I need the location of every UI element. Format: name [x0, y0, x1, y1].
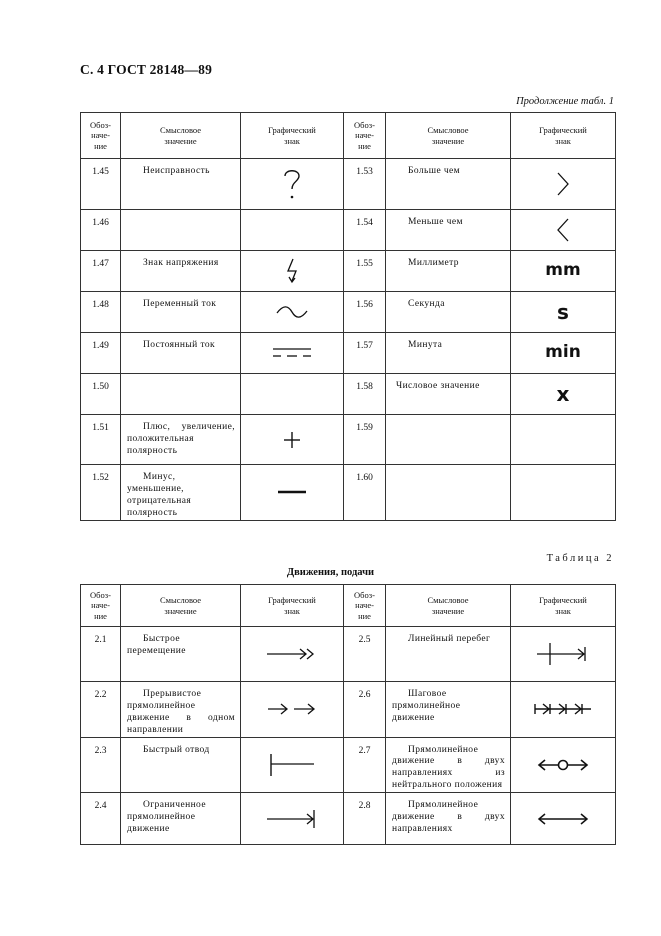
step-motion-icon	[533, 701, 593, 717]
table-row	[81, 159, 616, 210]
s-text: s	[557, 299, 569, 324]
direct-current-icon	[271, 345, 313, 361]
row-meaning: Прерывистое прямолинейное движение в одном направлении	[121, 682, 241, 738]
row-meaning	[121, 374, 241, 415]
table1-header-row	[81, 113, 616, 159]
table-row	[81, 333, 616, 374]
symbol-cell	[511, 374, 616, 415]
row-number: 1.58	[344, 374, 386, 415]
bidirectional-arrow-icon	[537, 811, 589, 827]
row-meaning: Числовое значение	[386, 374, 511, 415]
row-number: 1.56	[344, 292, 386, 333]
row-number: 2.5	[344, 627, 386, 682]
row-number: 2.7	[344, 737, 386, 793]
row-meaning: Миллиметр	[386, 251, 511, 292]
col-header-meaning: Смысловое значение	[386, 585, 511, 627]
table-row	[81, 627, 616, 682]
row-meaning: Неисправность	[121, 159, 241, 210]
min-text: min	[545, 342, 581, 363]
row-number: 1.47	[81, 251, 121, 292]
minus-icon	[277, 487, 307, 497]
col-header-designation: Обоз- наче- ние	[344, 585, 386, 627]
symbol-cell	[511, 159, 616, 210]
voltage-lightning-icon	[284, 257, 300, 285]
row-number: 1.53	[344, 159, 386, 210]
symbol-cell	[511, 251, 616, 292]
row-meaning	[386, 415, 511, 465]
table-row	[81, 374, 616, 415]
intermittent-motion-arrows-icon	[267, 702, 317, 716]
x-text: x	[556, 381, 570, 406]
row-number: 1.54	[344, 210, 386, 251]
table1-continuation-note: Продолжение табл. 1	[516, 96, 614, 107]
row-number: 1.59	[344, 415, 386, 465]
row-meaning: Плюс, увеличение, положительная полярность	[121, 415, 241, 465]
symbol-cell	[511, 333, 616, 374]
symbol-cell	[511, 737, 616, 793]
symbol-cell	[241, 159, 344, 210]
table-row	[81, 415, 616, 465]
table-row	[81, 465, 616, 521]
alternating-current-icon	[275, 304, 309, 320]
row-number: 1.57	[344, 333, 386, 374]
symbol-cell	[511, 627, 616, 682]
col-header-meaning: Смысловое значение	[121, 585, 241, 627]
row-number: 2.6	[344, 682, 386, 738]
row-meaning: Знак напряжения	[121, 251, 241, 292]
page-header: С. 4 ГОСТ 28148—89	[80, 62, 213, 77]
table-row	[81, 682, 616, 738]
table2-title: Движения, подачи	[286, 567, 375, 578]
bidirectional-from-neutral-icon	[537, 757, 589, 773]
col-header-designation: Обоз- наче- ние	[81, 585, 121, 627]
table2-header-row	[81, 585, 616, 627]
row-number: 2.3	[81, 737, 121, 793]
row-number: 2.2	[81, 682, 121, 738]
col-header-symbol: Графический знак	[241, 585, 344, 627]
greater-than-icon	[553, 170, 573, 198]
row-number: 1.48	[81, 292, 121, 333]
row-number: 2.1	[81, 627, 121, 682]
col-header-symbol: Графический знак	[511, 113, 616, 159]
table-row	[81, 793, 616, 845]
row-number: 1.49	[81, 333, 121, 374]
symbol-cell	[241, 793, 344, 845]
symbol-cell	[241, 251, 344, 292]
symbol-cell	[241, 210, 344, 251]
plus-icon	[282, 430, 302, 450]
table-1	[80, 112, 616, 521]
row-meaning	[386, 465, 511, 521]
rapid-traverse-arrow-icon	[266, 647, 318, 661]
symbol-cell	[511, 292, 616, 333]
symbol-cell	[241, 292, 344, 333]
symbol-cell	[511, 415, 616, 465]
row-number: 2.4	[81, 793, 121, 845]
row-meaning: Минус, уменьшение, отрицательная полярность	[121, 465, 241, 521]
row-number: 2.8	[344, 793, 386, 845]
symbol-cell	[241, 374, 344, 415]
rapid-retract-icon	[268, 752, 316, 778]
less-than-icon	[553, 216, 573, 244]
row-meaning: Секунда	[386, 292, 511, 333]
row-meaning: Больше чем	[386, 159, 511, 210]
linear-overtravel-icon	[536, 641, 590, 667]
table-row	[81, 737, 616, 793]
row-meaning: Меньше чем	[386, 210, 511, 251]
row-number: 1.45	[81, 159, 121, 210]
row-meaning: Минута	[386, 333, 511, 374]
table-row	[81, 251, 616, 292]
symbol-cell	[241, 465, 344, 521]
row-meaning: Быстрое перемещение	[121, 627, 241, 682]
row-number: 1.50	[81, 374, 121, 415]
mm-text: mm	[545, 260, 581, 281]
symbol-cell	[511, 682, 616, 738]
symbol-cell	[241, 682, 344, 738]
row-meaning: Прямолинейное движение в двух направлениях	[386, 793, 511, 845]
row-meaning: Шаговое прямолинейное движение	[386, 682, 511, 738]
table-row	[81, 292, 616, 333]
row-number: 1.51	[81, 415, 121, 465]
row-number: 1.60	[344, 465, 386, 521]
row-number: 1.55	[344, 251, 386, 292]
col-header-symbol: Графический знак	[511, 585, 616, 627]
table-row	[81, 210, 616, 251]
row-meaning: Ограниченное прямолинейное движение	[121, 793, 241, 845]
limited-motion-arrow-icon	[266, 808, 318, 830]
row-number: 1.46	[81, 210, 121, 251]
symbol-cell	[241, 737, 344, 793]
row-number: 1.52	[81, 465, 121, 521]
symbol-cell	[241, 415, 344, 465]
table2-label: Таблица 2	[546, 553, 614, 564]
question-mark-icon	[280, 166, 304, 202]
row-meaning: Переменный ток	[121, 292, 241, 333]
row-meaning: Быстрый отвод	[121, 737, 241, 793]
col-header-designation: Обоз- наче- ние	[81, 113, 121, 159]
col-header-meaning: Смысловое значение	[386, 113, 511, 159]
col-header-meaning: Смысловое значение	[121, 113, 241, 159]
table-2	[80, 584, 616, 845]
symbol-cell	[511, 465, 616, 521]
row-meaning: Линейный перебег	[386, 627, 511, 682]
symbol-cell	[241, 627, 344, 682]
row-meaning: Постоянный ток	[121, 333, 241, 374]
symbol-cell	[511, 210, 616, 251]
symbol-cell	[511, 793, 616, 845]
symbol-cell	[241, 333, 344, 374]
col-header-designation: Обоз- наче- ние	[344, 113, 386, 159]
col-header-symbol: Графический знак	[241, 113, 344, 159]
row-meaning: Прямолинейное движение в двух направлениях из нейтрального положения	[386, 737, 511, 793]
row-meaning	[121, 210, 241, 251]
